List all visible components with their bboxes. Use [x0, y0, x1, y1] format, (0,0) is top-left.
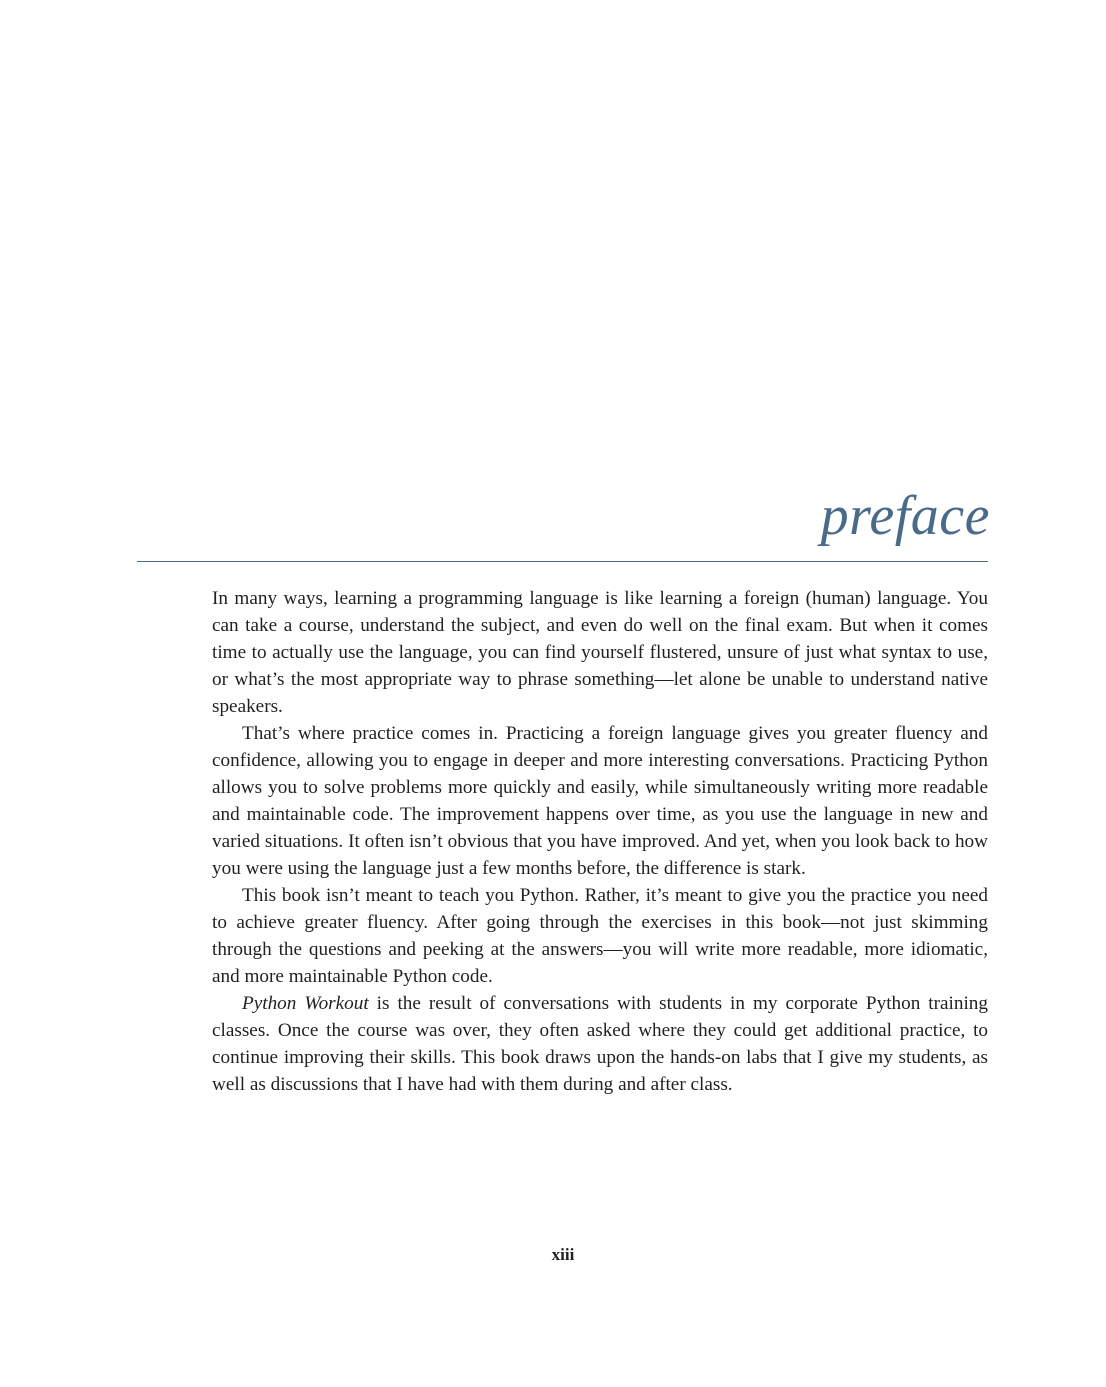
- page-number: xiii: [551, 1245, 575, 1264]
- paragraph-4: [212, 990, 988, 1098]
- chapter-title: preface: [820, 485, 990, 547]
- title-rule: [137, 561, 988, 562]
- paragraph-2: That’s where practice comes in. Practicing a foreign language gives you greater fluency and confidence, allowing you to engage in deeper and more interesting conversations. Practicing Python allows you to solve problems more quickly and easily, while simultaneously writing more readable and maintainable code. The improvement happens over time, as you use the language in new and varied situations. It often isn’t obvious that you have improved. And yet, when you look back to how you were using the language just a few months before, the difference is stark.: [212, 723, 988, 879]
- paragraph-1: In many ways, learning a programming language is like learning a foreign (human) language. You can take a course, understand the subject, and even do well on the final exam. But when it comes time to actually use the language, you can find yourself flustered, unsure of just what syntax to use, or what’s the most appropriate way to phrase something—let alone be unable to understand native speakers.: [212, 588, 988, 717]
- paragraph-4-text: is the result of conversations with students in my corporate Python training classes. Once the course was over, they often asked where they could get additional practice, to continue improving their skills. This book draws upon the hands-on labs that I give my students, as well as discussions that I have had with them during and after class.: [212, 993, 988, 1095]
- paragraph-3: This book isn’t meant to teach you Python. Rather, it’s meant to give you the practice you need to achieve greater fluency. After going through the exercises in this book—not just skimming through the questions and peeking at the answers—you will write more readable, more idiomatic, and more maintainable Python code.: [212, 885, 988, 987]
- body-text: [212, 585, 988, 1098]
- book-title: Python Workout: [242, 993, 369, 1014]
